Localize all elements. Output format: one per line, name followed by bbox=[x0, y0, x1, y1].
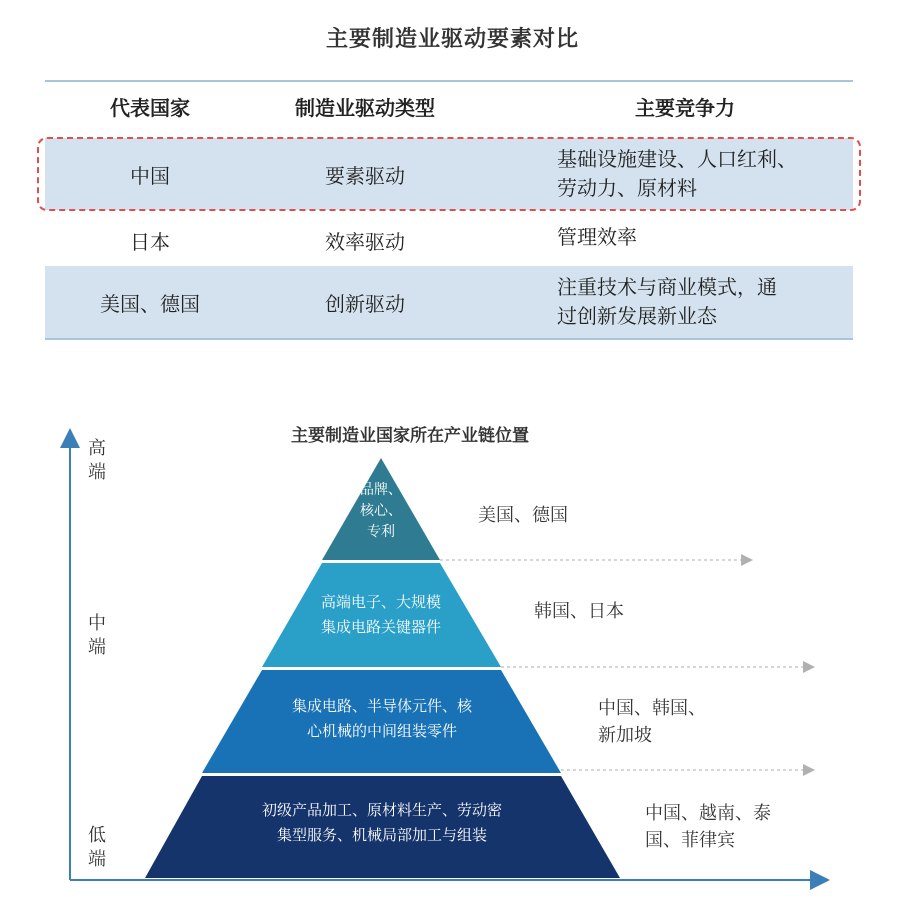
layer-text-base: 初级产品加工、原材料生产、劳动密 集型服务、机械局部加工与组装 bbox=[261, 801, 502, 844]
cell-strength-line: 过创新发展新业态 bbox=[557, 304, 717, 328]
cell-drive-type: 创新驱动 bbox=[325, 292, 405, 316]
axis-label-high: 高 端 bbox=[88, 438, 106, 483]
countries-base: 中国、越南、泰 国、菲律宾 bbox=[645, 803, 771, 851]
cell-drive-type: 要素驱动 bbox=[325, 164, 405, 188]
header-country: 代表国家 bbox=[110, 96, 190, 120]
countries-upper: 韩国、日本 bbox=[534, 601, 624, 622]
pyramid-title: 主要制造业国家所在产业链位置 bbox=[291, 426, 529, 446]
header-competitiveness: 主要竞争力 bbox=[635, 96, 735, 120]
axis-label-mid: 中 端 bbox=[88, 613, 106, 658]
layer-text-upper: 高端电子、大规模 集成电路关键器件 bbox=[320, 593, 441, 636]
cell-drive-type: 效率驱动 bbox=[325, 230, 405, 254]
table-title: 主要制造业驱动要素对比 bbox=[325, 27, 579, 52]
cell-country: 中国 bbox=[130, 164, 170, 188]
countries-top: 美国、德国 bbox=[478, 505, 568, 526]
header-drive-type: 制造业驱动类型 bbox=[295, 96, 435, 120]
cell-strength-line: 劳动力、原材料 bbox=[557, 176, 697, 200]
countries-middle: 中国、韩国、 新加坡 bbox=[598, 698, 706, 746]
cell-strength-line: 基础设施建设、人口红利、 bbox=[557, 147, 797, 171]
layer-text-middle: 集成电路、半导体元件、核 心机械的中间组装零件 bbox=[291, 697, 472, 740]
layer-text-top: 品牌、 核心、 专利 bbox=[360, 482, 402, 540]
cell-country: 美国、德国 bbox=[100, 292, 200, 316]
axis-label-low: 低 端 bbox=[88, 825, 106, 870]
cell-country: 日本 bbox=[130, 230, 170, 254]
cell-strength-line: 管理效率 bbox=[557, 225, 637, 249]
cell-strength-line: 注重技术与商业模式，通 bbox=[557, 275, 777, 299]
